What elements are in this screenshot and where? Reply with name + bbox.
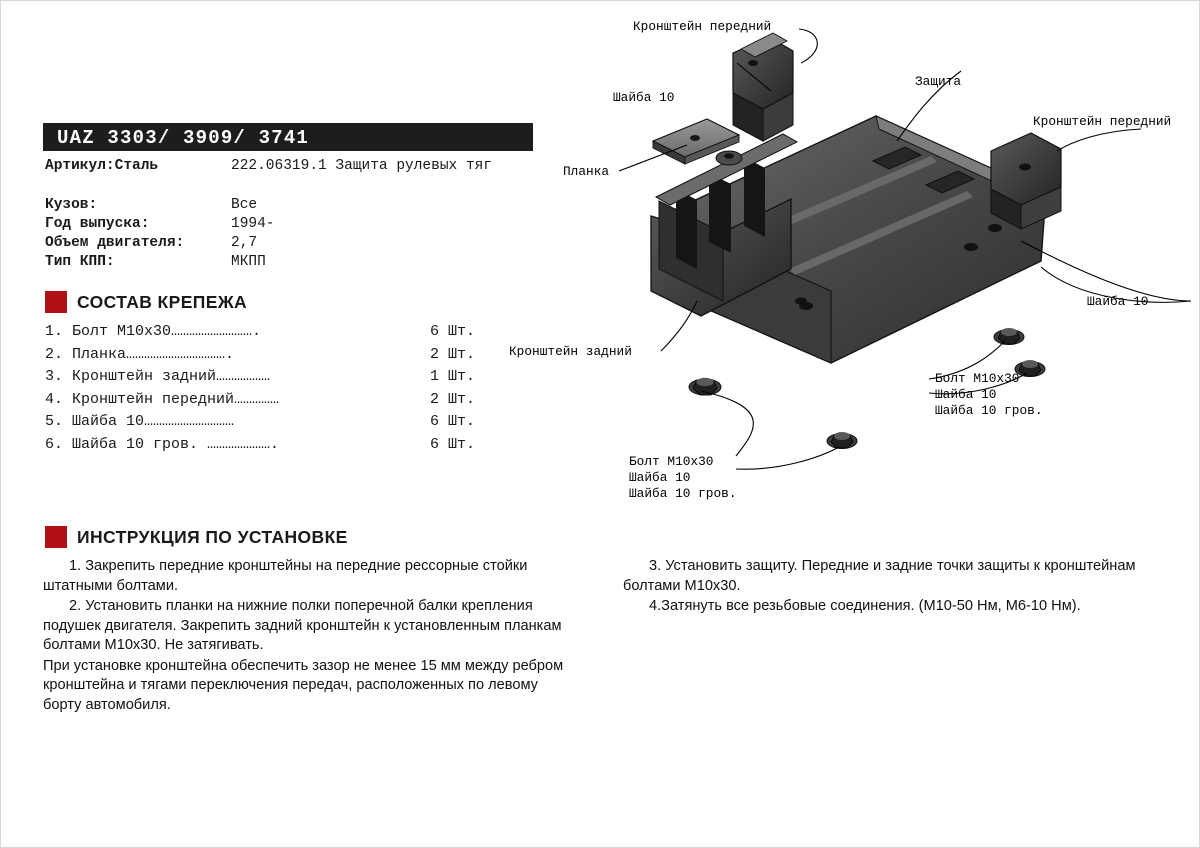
- fastener-qty: 6 Шт.: [430, 413, 476, 430]
- fastener-name: 1. Болт М10х30……………………….: [45, 323, 262, 340]
- callout-bracket-front-right: Кронштейн передний: [1033, 114, 1172, 129]
- callout-bracket-rear: Кронштейн задний: [509, 344, 632, 359]
- spec-value-year: 1994-: [231, 216, 275, 232]
- fastener-name: 3. Кронштейн задний………………: [45, 368, 271, 385]
- spec-value-engine: 2,7: [231, 235, 258, 251]
- spec-label-transmission: Тип КПП:: [45, 254, 115, 270]
- front-bracket-top-part: [733, 33, 793, 141]
- callout-washer-right: Шайба 10: [1087, 294, 1149, 309]
- spec-table: [45, 197, 525, 273]
- front-bracket-right-part: [991, 133, 1061, 229]
- instructions-heading-label: ИНСТРУКЦИЯ ПО УСТАНОВКЕ: [77, 526, 348, 547]
- instruction-step-3: 3. Установить защиту. Передние и задние точки защиты к кронштейнам болтами М10х30.: [623, 558, 1136, 594]
- fasteners-heading: [45, 289, 247, 315]
- hardware-right-line-3: Шайба 10 гров.: [935, 403, 1043, 418]
- spec-label-engine: Объем двигателя:: [45, 235, 185, 251]
- article-label: Артикул:Сталь: [45, 158, 159, 174]
- spec-row-engine: [45, 235, 525, 254]
- fastener-name: 2. Планка…………………………….: [45, 345, 235, 363]
- fastener-qty: 2 Шт.: [430, 345, 476, 363]
- article-row: [45, 158, 545, 174]
- spec-row-year: [45, 216, 525, 235]
- spec-value-body: Все: [231, 197, 258, 213]
- hardware-bottom-line-1: Болт М10х30: [629, 454, 714, 469]
- hardware-right-line-2: Шайба 10: [935, 387, 997, 402]
- bolt-washer-bottom-2: [827, 432, 857, 449]
- red-square-icon: [45, 526, 67, 548]
- callout-hardware-bottom: [629, 454, 737, 502]
- list-item: [45, 391, 525, 414]
- instruction-note: При установке кронштейна обеспечить зазор не менее 15 мм между ребром кронштейна и тягами переключения передач, расположенных по левому борту автомобиля.: [43, 657, 564, 713]
- bolt-washer-right-1: [994, 328, 1024, 345]
- callout-shield: Защита: [915, 74, 962, 89]
- spec-label-year: Год выпуска:: [45, 216, 150, 232]
- page-title: UAZ 3303/ 3909/ 3741: [57, 127, 310, 149]
- spec-value-transmission: МКПП: [231, 254, 266, 270]
- assembly-diagram: [501, 1, 1200, 521]
- list-item: [45, 436, 525, 459]
- instruction-step-4: 4.Затянуть все резьбовые соединения. (М10-50 Нм, М6-10 Нм).: [649, 598, 1081, 614]
- article-value: 222.06319.1 Защита рулевых тяг: [231, 158, 493, 174]
- spec-row-body: [45, 197, 525, 216]
- washer-top-part: [716, 151, 742, 165]
- hardware-bottom-line-3: Шайба 10 гров.: [629, 486, 737, 501]
- assembly-diagram-svg: [501, 1, 1200, 521]
- fastener-name: 5. Шайба 10…………………………: [45, 413, 235, 430]
- fastener-qty: 2 Шт.: [430, 390, 476, 408]
- instruction-step-1: 1. Закрепить передние кронштейны на передние рессорные стойки штатными болтами.: [43, 558, 528, 594]
- list-item: [45, 413, 525, 436]
- callout-hardware-right: [935, 371, 1043, 419]
- instructions-right-column: [623, 557, 1163, 618]
- hardware-right-line-1: Болт М10х30: [935, 371, 1020, 386]
- instruction-step-2: 2. Установить планки на нижние полки поперечной балки крепления подушек двигателя. Закрепить задний кронштейн к установленным планкам болтами М10х30. Не затягивать.: [43, 598, 562, 653]
- model-title-bar: [43, 123, 533, 151]
- fastener-qty: 6 Шт.: [430, 323, 476, 340]
- callout-washer-top: Шайба 10: [613, 90, 675, 105]
- spec-row-transmission: [45, 254, 525, 273]
- fasteners-heading-label: СОСТАВ КРЕПЕЖА: [77, 291, 248, 312]
- fasteners-list: [45, 323, 525, 458]
- list-item: [45, 323, 525, 346]
- fastener-name: 6. Шайба 10 гров. ………………….: [45, 435, 280, 453]
- hardware-bottom-line-2: Шайба 10: [629, 470, 691, 485]
- instructions-left-column: [43, 557, 573, 716]
- list-item: [45, 368, 525, 391]
- callout-bracket-front-top: Кронштейн передний: [633, 19, 772, 34]
- fastener-qty: 1 Шт.: [430, 368, 476, 385]
- spec-label-body: Кузов:: [45, 197, 98, 213]
- fastener-qty: 6 Шт.: [430, 435, 476, 453]
- list-item: [45, 346, 525, 369]
- instructions-heading: [45, 524, 348, 550]
- callout-plate: Планка: [563, 164, 610, 179]
- fastener-name: 4. Кронштейн передний……………: [45, 390, 280, 408]
- red-square-icon: [45, 291, 67, 313]
